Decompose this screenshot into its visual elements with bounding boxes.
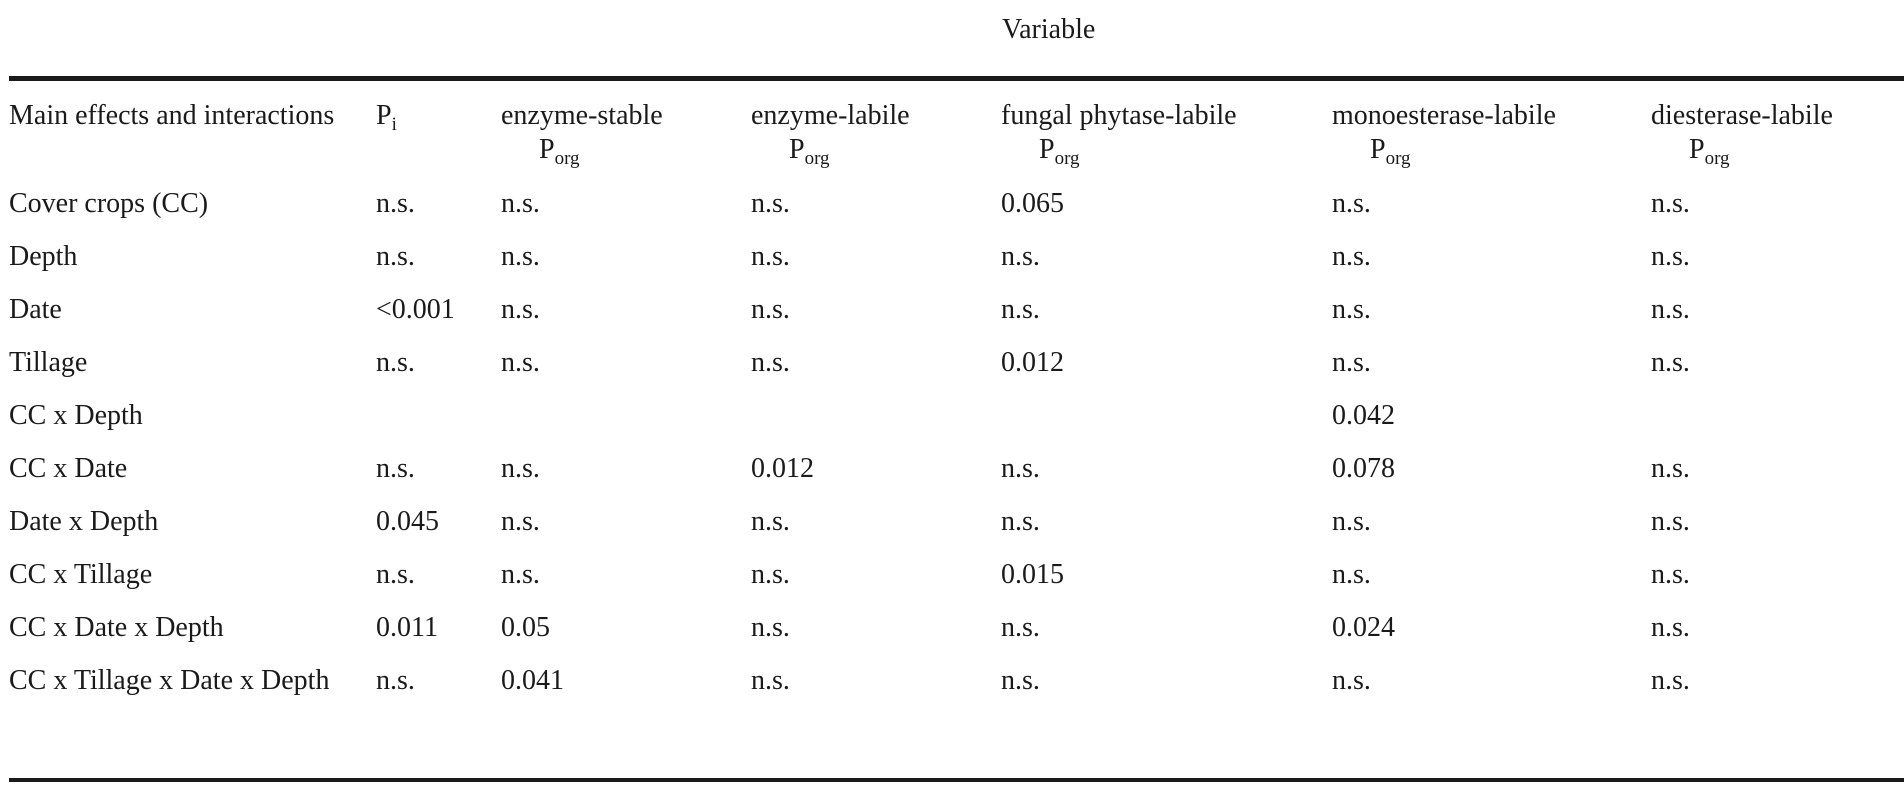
effect-label: Cover crops (CC) <box>9 188 209 219</box>
table-body <box>9 188 1904 739</box>
value-cell: n.s. <box>501 559 540 590</box>
value-cell: 0.078 <box>1332 453 1395 484</box>
value-cell: n.s. <box>751 347 790 378</box>
header-enzyme-labile-label: enzyme-labile <box>751 100 910 131</box>
value-cell: n.s. <box>1332 347 1371 378</box>
header-enzyme-labile-symbol: $P_{org}$ <box>789 134 830 169</box>
table-row <box>9 665 1904 739</box>
table-row <box>9 506 1904 559</box>
value-cell: 0.045 <box>376 506 439 537</box>
effect-label: CC x Tillage <box>9 559 153 590</box>
value-cell: n.s. <box>1001 506 1040 537</box>
header-effects-label: Main effects and interactions <box>9 100 335 131</box>
effect-label: CC x Date <box>9 453 128 484</box>
value-cell: n.s. <box>376 453 415 484</box>
value-cell: n.s. <box>1651 188 1690 219</box>
table-row <box>9 294 1904 347</box>
value-cell: 0.042 <box>1332 400 1395 431</box>
value-cell: n.s. <box>501 453 540 484</box>
value-cell: n.s. <box>1651 506 1690 537</box>
table-row <box>9 241 1904 294</box>
value-cell: n.s. <box>501 294 540 325</box>
effect-cell <box>9 241 376 294</box>
header-enzyme-labile <box>751 100 1001 188</box>
value-cell: n.s. <box>1651 294 1690 325</box>
value-cell: n.s. <box>1001 453 1040 484</box>
header-fungal-phytase-labile-label: fungal phytase-labile <box>1001 100 1237 131</box>
value-cell: n.s. <box>376 665 415 696</box>
effect-label: Depth <box>9 241 78 272</box>
value-cell: n.s. <box>1651 665 1690 696</box>
table-row <box>9 400 1904 453</box>
value-cell: n.s. <box>1332 559 1371 590</box>
effect-label: Tillage <box>9 347 88 378</box>
value-cell: n.s. <box>751 612 790 643</box>
value-cell: n.s. <box>1651 453 1690 484</box>
value-cell: 0.024 <box>1332 612 1395 643</box>
header-enzyme-stable-symbol: $P_{org}$ <box>539 134 580 169</box>
value-cell: n.s. <box>501 241 540 272</box>
value-cell: n.s. <box>1001 665 1040 696</box>
table-row <box>9 559 1904 612</box>
statistics-table <box>9 100 1904 739</box>
header-diesterase-labile-symbol: $P_{org}$ <box>1689 134 1730 169</box>
value-cell: 0.065 <box>1001 188 1064 219</box>
value-cell: 0.05 <box>501 612 550 643</box>
value-cell: 0.011 <box>376 612 438 643</box>
value-cell: 0.012 <box>1001 347 1064 378</box>
value-cell: n.s. <box>1651 241 1690 272</box>
effect-cell <box>9 347 376 400</box>
value-cell: n.s. <box>1651 347 1690 378</box>
value-cell: n.s. <box>751 241 790 272</box>
value-cell: n.s. <box>376 559 415 590</box>
header-diesterase-labile <box>1651 100 1904 188</box>
header-diesterase-labile-label: diesterase-labile <box>1651 100 1833 131</box>
value-cell: n.s. <box>751 506 790 537</box>
header-monoesterase-labile-label: monoesterase-labile <box>1332 100 1556 131</box>
header-monoesterase-labile <box>1332 100 1651 188</box>
table-row <box>9 347 1904 400</box>
value-cell: <0.001 <box>376 294 455 325</box>
value-cell <box>751 400 1001 453</box>
value-cell: n.s. <box>1332 665 1371 696</box>
table-row <box>9 453 1904 506</box>
effect-cell <box>9 400 376 453</box>
bottom-rule <box>9 778 1904 782</box>
table-row <box>9 612 1904 665</box>
value-cell: n.s. <box>1651 612 1690 643</box>
top-rule <box>9 76 1904 81</box>
value-cell: n.s. <box>376 241 415 272</box>
header-monoesterase-labile-symbol: $P_{org}$ <box>1370 134 1411 169</box>
value-cell: 0.041 <box>501 665 564 696</box>
effect-cell <box>9 453 376 506</box>
value-cell: n.s. <box>1001 612 1040 643</box>
header-row <box>9 100 1904 188</box>
header-enzyme-stable-label: enzyme-stable <box>501 100 663 131</box>
header-pi-subscript: i <box>391 114 397 135</box>
effect-label: CC x Depth <box>9 400 143 431</box>
value-cell: n.s. <box>1001 241 1040 272</box>
effect-cell <box>9 188 376 241</box>
value-cell: n.s. <box>1651 559 1690 590</box>
header-enzyme-stable <box>501 100 751 188</box>
value-cell <box>376 400 501 453</box>
value-cell <box>501 400 751 453</box>
effect-label: Date <box>9 294 62 325</box>
value-cell <box>1651 400 1904 453</box>
value-cell: n.s. <box>1001 294 1040 325</box>
header-fungal-phytase-labile <box>1001 100 1332 188</box>
value-cell: n.s. <box>501 347 540 378</box>
effect-cell <box>9 506 376 559</box>
effect-label: Date x Depth <box>9 506 159 537</box>
effect-cell <box>9 294 376 347</box>
effect-cell <box>9 612 376 665</box>
effect-cell <box>9 665 376 739</box>
value-cell: n.s. <box>1332 188 1371 219</box>
value-cell: n.s. <box>751 188 790 219</box>
value-cell: n.s. <box>501 506 540 537</box>
value-cell: n.s. <box>1332 294 1371 325</box>
value-cell: 0.012 <box>751 453 814 484</box>
value-cell: n.s. <box>751 665 790 696</box>
effect-cell <box>9 559 376 612</box>
table-row <box>9 188 1904 241</box>
effect-label: CC x Date x Depth <box>9 612 224 643</box>
header-pi-symbol: P <box>376 100 392 131</box>
value-cell: n.s. <box>1332 506 1371 537</box>
value-cell: n.s. <box>501 188 540 219</box>
value-cell: 0.015 <box>1001 559 1064 590</box>
value-cell: n.s. <box>1332 241 1371 272</box>
value-cell: n.s. <box>751 294 790 325</box>
value-cell: n.s. <box>376 188 415 219</box>
header-effects <box>9 100 376 188</box>
header-pi <box>376 100 501 188</box>
value-cell <box>1001 400 1332 453</box>
effect-label: CC x Tillage x Date x Depth <box>9 665 330 696</box>
header-fungal-phytase-labile-symbol: $P_{org}$ <box>1039 134 1080 169</box>
value-cell: n.s. <box>751 559 790 590</box>
spanner-label: Variable <box>1002 14 1096 45</box>
value-cell: n.s. <box>376 347 415 378</box>
